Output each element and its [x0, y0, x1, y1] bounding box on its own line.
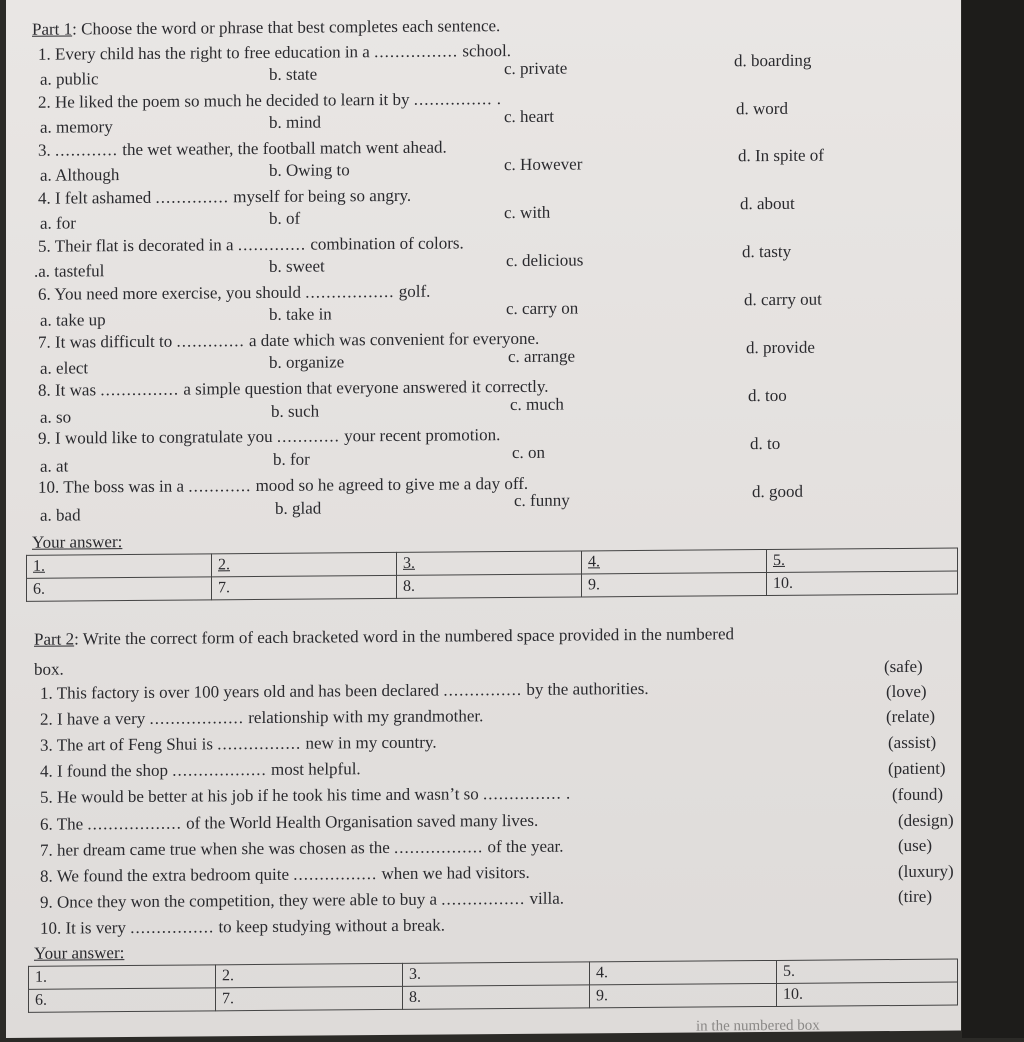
option-c: c. private — [504, 58, 568, 79]
part2-answer-label — [34, 943, 124, 964]
stem-start: 2. He liked the poem so much he decided to learn it by — [38, 89, 414, 112]
answer-cell-number: 2. — [222, 967, 234, 985]
answer-cell[interactable] — [582, 550, 767, 574]
option-b: b. of — [269, 208, 301, 228]
blank-dots: ............... — [483, 783, 562, 804]
part2-question-stem — [40, 889, 564, 913]
cutoff-next-page-text: in the numbered box — [696, 1017, 820, 1035]
answer-cell-number: 5. — [783, 962, 795, 980]
part1-question-stem — [38, 329, 539, 353]
part1-question-stem — [38, 425, 500, 449]
answer-cell[interactable] — [27, 577, 212, 601]
blank-dots: ............ — [55, 140, 118, 160]
part1-label: Part 1 — [32, 19, 73, 39]
part1-question-stem — [38, 377, 549, 401]
bracketed-word: (patient) — [888, 758, 946, 779]
answer-cell[interactable] — [767, 571, 958, 596]
answer-cell-number: 2. — [218, 556, 230, 574]
stem-start: 1. This factory is over 100 years old and has been declared — [40, 680, 444, 703]
part2-question-stem — [40, 863, 530, 887]
answer-cell[interactable] — [397, 551, 582, 575]
stem-start: 6. You need more exercise, you should — [38, 282, 306, 304]
stem-end: . — [492, 89, 502, 109]
answer-cell[interactable] — [767, 548, 958, 573]
option-d: d. good — [752, 481, 803, 502]
option-a: a. bad — [40, 505, 81, 525]
stem-end: most helpful. — [266, 759, 361, 779]
option-b: b. Owing to — [269, 160, 350, 180]
option-a: a. Although — [40, 165, 120, 185]
stem-start: 5. Their flat is decorated in a — [38, 235, 238, 256]
part2-answer-grid — [28, 959, 958, 1013]
part2-question-stem — [40, 784, 570, 808]
stem-end: by the authorities. — [522, 678, 649, 699]
stem-end: of the World Health Organisation saved many lives. — [181, 810, 539, 833]
option-b: b. for — [273, 449, 310, 469]
answer-cell-number: 5. — [773, 551, 785, 569]
part1-question-stem — [38, 282, 430, 305]
option-d: d. tasty — [742, 241, 792, 262]
option-c: c. much — [510, 394, 564, 415]
part2-question-stem — [40, 837, 564, 861]
answer-cell-number: 10. — [783, 985, 803, 1003]
stem-end: the wet weather, the football match went ahead. — [118, 137, 447, 160]
answer-cell-number: 1. — [35, 968, 47, 986]
answer-cell[interactable] — [403, 985, 590, 1009]
answer-label-text: Your answer: — [34, 943, 125, 963]
answer-cell[interactable] — [397, 574, 582, 598]
stem-start: 8. We found the extra bedroom quite — [40, 864, 294, 886]
option-c: c. carry on — [506, 298, 579, 319]
answer-cell[interactable] — [212, 575, 397, 599]
answer-cell[interactable] — [777, 982, 958, 1006]
bracketed-word: (love) — [886, 681, 927, 702]
blank-dots: .................. — [87, 813, 182, 834]
blank-dots: ................. — [394, 837, 484, 857]
option-b: b. glad — [275, 498, 322, 518]
part2-heading-continued: box. — [34, 659, 64, 679]
answer-cell[interactable] — [29, 988, 216, 1012]
blank-dots: ............ — [276, 426, 340, 446]
bracketed-word: (luxury) — [898, 861, 954, 881]
stem-start: 1. Every child has the right to free education in a — [38, 42, 375, 64]
option-d: d. about — [740, 193, 795, 214]
stem-start: 7. It was difficult to — [38, 331, 177, 352]
blank-dots: .............. — [155, 187, 230, 207]
answer-cell[interactable] — [582, 573, 767, 597]
answer-cell-number: 3. — [403, 554, 415, 572]
option-c: c. heart — [504, 106, 555, 127]
answer-cell-number: 9. — [588, 576, 600, 594]
option-c: c. on — [512, 442, 546, 463]
stem-start: 8. It was — [38, 380, 101, 400]
option-d: d. word — [736, 98, 788, 119]
part1-answer-grid — [26, 548, 958, 602]
blank-dots: ................ — [441, 888, 526, 909]
option-c: c. arrange — [508, 346, 576, 367]
option-a: a. public — [40, 69, 99, 89]
option-c: c. with — [504, 202, 551, 223]
answer-cell-number: 10. — [773, 574, 793, 592]
answer-cell[interactable] — [777, 959, 958, 983]
stem-start: 3. — [38, 140, 55, 160]
stem-end: golf. — [394, 281, 431, 301]
option-b: b. sweet — [269, 256, 325, 276]
part1-question-stem — [38, 474, 528, 498]
stem-start: 3. The art of Feng Shui is — [40, 734, 218, 755]
blank-dots: ............... — [100, 379, 180, 400]
answer-cell-number: 8. — [409, 988, 421, 1006]
option-a: a. for — [40, 213, 76, 233]
stem-start: 7. her dream came true when she was chosen as the — [40, 837, 395, 860]
part2-question-stem — [40, 733, 437, 756]
answer-cell[interactable] — [403, 962, 590, 986]
blank-dots: ................ — [293, 864, 378, 884]
answer-cell[interactable] — [590, 960, 777, 984]
part1-instruction: : Choose the word or phrase that best completes each sentence. — [72, 16, 501, 39]
blank-dots: ............... — [443, 679, 523, 700]
option-a: a. elect — [40, 358, 89, 378]
part1-question-stem — [38, 186, 411, 209]
option-b: b. take in — [269, 304, 332, 324]
part2-instruction: : Write the correct form of each bracketed word in the numbered space provided in the numbered — [74, 624, 734, 649]
option-b: b. mind — [269, 112, 321, 132]
option-d: d. boarding — [734, 50, 812, 71]
stem-start: 4. I found the shop — [40, 760, 173, 781]
stem-end: new in my country. — [301, 732, 437, 753]
bracketed-word: (found) — [892, 784, 943, 805]
bracketed-word: (tire) — [898, 886, 932, 906]
stem-end: a simple question that everyone answered it correctly. — [179, 376, 549, 399]
stem-start: 4. I felt ashamed — [38, 187, 156, 208]
part2-question-stem — [40, 811, 538, 835]
option-a: a. memory — [40, 117, 113, 137]
option-d: d. provide — [746, 337, 815, 358]
blank-dots: ................ — [374, 41, 459, 62]
part2-heading — [34, 624, 734, 649]
option-a: .a. tasteful — [34, 261, 105, 281]
part2-question-stem — [40, 679, 649, 704]
option-c: c. funny — [514, 490, 570, 511]
answer-cell-number: 9. — [596, 987, 608, 1005]
part2-label: Part 2 — [34, 629, 75, 649]
answer-cell-number: 6. — [33, 580, 45, 598]
answer-cell-number: 1. — [33, 557, 45, 575]
stem-end: school. — [458, 41, 511, 61]
part2-question-stem — [40, 759, 361, 782]
part2-question-stem — [40, 916, 445, 939]
blank-dots: ................ — [130, 917, 215, 938]
stem-end: of the year. — [483, 836, 564, 857]
dark-background-edge — [962, 0, 1024, 1038]
stem-start: 9. Once they won the competition, they were able to buy a — [40, 889, 442, 912]
stem-end: myself for being so angry. — [229, 185, 412, 207]
option-b: b. such — [271, 401, 320, 421]
stem-end: mood so he agreed to give me a day off. — [251, 473, 529, 496]
worksheet-page — [6, 0, 961, 1038]
answer-cell-number: 3. — [409, 965, 421, 983]
blank-dots: .................. — [172, 759, 267, 780]
option-d: d. In spite of — [738, 145, 824, 166]
stem-end: combination of colors. — [306, 233, 464, 254]
stem-end: a date which was convenient for everyone. — [244, 328, 540, 351]
answer-cell[interactable] — [590, 983, 777, 1007]
answer-cell-number: 4. — [596, 964, 608, 982]
answer-cell[interactable] — [29, 965, 216, 989]
answer-cell[interactable] — [216, 986, 403, 1010]
stem-end: your recent promotion. — [339, 425, 501, 446]
part1-question-stem — [38, 233, 464, 256]
stem-start: 10. It is very — [40, 918, 131, 938]
option-a: a. take up — [40, 310, 106, 330]
answer-label-text: Your answer: — [32, 532, 123, 552]
part1-question-stem — [38, 138, 447, 161]
bracketed-word: (design) — [898, 810, 954, 830]
part1-heading — [32, 16, 500, 40]
answer-cell[interactable] — [216, 963, 403, 987]
option-c: c. However — [504, 154, 583, 175]
answer-cell[interactable] — [212, 552, 397, 576]
blank-dots: ............... — [413, 89, 493, 109]
blank-dots: ................. — [305, 281, 395, 302]
stem-start: 2. I have a very — [40, 708, 150, 729]
blank-dots: ............. — [176, 331, 245, 351]
answer-cell-number: 8. — [403, 577, 415, 595]
stem-end: to keep studying without a break. — [214, 915, 446, 937]
option-b: b. state — [269, 64, 318, 84]
stem-start: 9. I would like to congratulate you — [38, 426, 277, 448]
stem-end: villa. — [525, 888, 564, 908]
answer-cell-number: 4. — [588, 553, 600, 571]
blank-dots: ................ — [217, 733, 302, 754]
part1-answer-label — [32, 532, 122, 553]
option-d: d. to — [750, 433, 781, 454]
option-c: c. delicious — [506, 250, 584, 271]
stem-end: relationship with my grandmother. — [244, 706, 484, 728]
stem-start: 10. The boss was in a — [38, 476, 189, 497]
answer-cell-number: 6. — [35, 991, 47, 1009]
option-a: a. so — [40, 407, 72, 427]
option-d: d. too — [748, 385, 787, 406]
part2-question-stem — [40, 706, 483, 729]
stem-end: when we had visitors. — [377, 862, 530, 884]
blank-dots: ............ — [188, 476, 252, 496]
bracketed-word: (assist) — [888, 732, 937, 753]
answer-cell-number: 7. — [222, 990, 234, 1008]
option-a: a. at — [40, 456, 69, 476]
stem-start: 5. He would be better at his job if he took his time and wasn’t so — [40, 784, 484, 807]
part1-question-stem — [38, 41, 511, 65]
option-d: d. carry out — [744, 289, 822, 310]
part1-question-stem — [38, 89, 501, 113]
blank-dots: .................. — [149, 708, 245, 728]
bracketed-word: (relate) — [886, 706, 936, 727]
stem-end: . — [561, 783, 571, 803]
answer-cell[interactable] — [27, 554, 212, 578]
bracketed-word: (use) — [898, 835, 932, 855]
answer-cell-number: 7. — [218, 579, 230, 597]
bracketed-word: (safe) — [884, 656, 923, 677]
option-b: b. organize — [269, 352, 345, 372]
blank-dots: ............. — [237, 234, 307, 255]
stem-start: 6. The — [40, 814, 88, 834]
